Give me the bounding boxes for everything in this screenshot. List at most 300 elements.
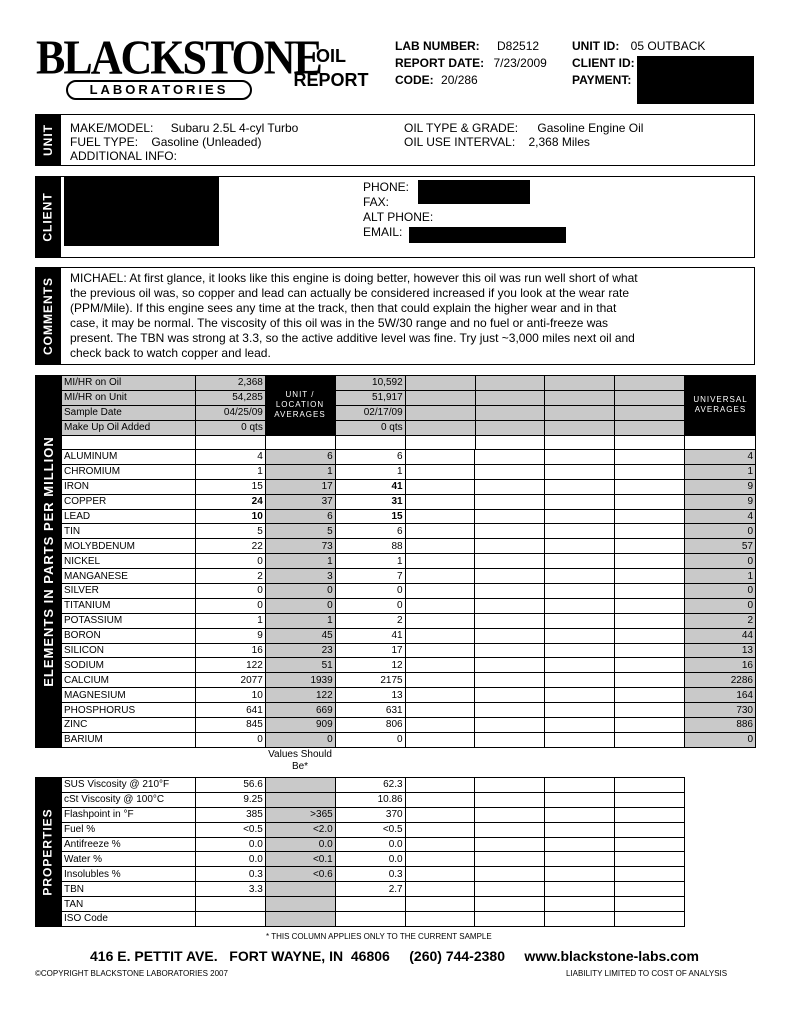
empty-sample [545, 524, 615, 539]
phone-label: PHONE: [363, 180, 410, 194]
logo-sub: LABORATORIES [66, 80, 252, 100]
sample1-value [195, 897, 265, 912]
unit-average: 5 [265, 524, 335, 539]
universal-average: 1 [685, 569, 756, 584]
unit-average: 45 [265, 628, 335, 643]
empty-sample [545, 837, 615, 852]
empty-sample [545, 598, 615, 613]
property-name: SUS Viscosity @ 210°F [62, 778, 196, 793]
sample2-value: 6 [335, 524, 405, 539]
empty-sample [405, 569, 475, 584]
empty-sample [545, 658, 615, 673]
empty-sample [475, 643, 545, 658]
property-name: Insolubles % [62, 867, 196, 882]
empty-sample [615, 569, 685, 584]
universal-average: 2286 [685, 673, 756, 688]
element-name: SILICON [62, 643, 196, 658]
spacer-cell [335, 435, 405, 450]
table-row [62, 569, 756, 584]
code: 20/286 [441, 73, 478, 87]
table-row [62, 613, 756, 628]
element-name: LEAD [62, 509, 196, 524]
sample2-value [335, 897, 405, 912]
client-side-label: CLIENT [35, 176, 61, 258]
spacer-cell [265, 435, 335, 450]
sample1-value: 0 [195, 598, 265, 613]
empty-sample [405, 822, 475, 837]
empty-sample [545, 897, 615, 912]
empty-sample [615, 464, 685, 479]
sample1-value: 10 [195, 688, 265, 703]
element-name: POTASSIUM [62, 613, 196, 628]
table-row [62, 658, 756, 673]
redacted-phone [418, 180, 530, 204]
empty-sample [545, 822, 615, 837]
unit-average: 51 [265, 658, 335, 673]
sample1-value: 10 [195, 509, 265, 524]
spacer-cell [475, 435, 545, 450]
oil-value: Gasoline Engine Oil [537, 121, 644, 135]
universal-average: 0 [685, 732, 756, 747]
empty-sample [475, 509, 545, 524]
table-row [62, 405, 756, 420]
email-label: EMAIL: [363, 225, 403, 239]
empty-sample [545, 778, 615, 793]
sample2-value: 62.3 [335, 778, 405, 793]
element-name: COPPER [62, 494, 196, 509]
empty-sample [545, 390, 615, 405]
empty-sample [475, 524, 545, 539]
sample2-value: 2.7 [335, 882, 405, 897]
table-row [62, 554, 756, 569]
sample1-value: 0.0 [195, 852, 265, 867]
sample1-value [195, 912, 265, 927]
empty-sample [405, 405, 475, 420]
row-label: MI/HR on Unit [62, 390, 196, 405]
empty-sample [405, 450, 475, 465]
empty-sample [615, 643, 685, 658]
unit-average: 122 [265, 688, 335, 703]
properties-table [61, 777, 685, 927]
table-row [62, 420, 756, 435]
universal-average: 0 [685, 584, 756, 599]
header-left [395, 38, 565, 89]
sample1-value: 9.25 [195, 792, 265, 807]
values-should-be: <2.0 [265, 822, 335, 837]
empty-sample [405, 807, 475, 822]
sample1-value: 54,285 [195, 390, 265, 405]
empty-sample [615, 837, 685, 852]
copyright: ©COPYRIGHT BLACKSTONE LABORATORIES 2007 [35, 969, 228, 978]
empty-sample [545, 376, 615, 391]
universal-average: 1 [685, 464, 756, 479]
empty-sample [615, 628, 685, 643]
empty-sample [475, 479, 545, 494]
empty-sample [615, 822, 685, 837]
property-name: Flashpoint in °F [62, 807, 196, 822]
empty-sample [545, 673, 615, 688]
sample-info-table [61, 375, 756, 450]
values-should-be-label: Values Should Be* [268, 749, 332, 772]
empty-sample [475, 703, 545, 718]
liability-note: LIABILITY LIMITED TO COST OF ANALYSIS [566, 969, 728, 978]
empty-sample [475, 613, 545, 628]
sample1-value: <0.5 [195, 822, 265, 837]
empty-sample [405, 882, 475, 897]
empty-sample [475, 778, 545, 793]
empty-sample [545, 792, 615, 807]
report-title-line1: OIL [316, 46, 346, 66]
empty-sample [545, 405, 615, 420]
fax-label: FAX: [363, 195, 390, 209]
comments-text [70, 271, 750, 361]
unit-average: 6 [265, 450, 335, 465]
empty-sample [475, 376, 545, 391]
comment-line: (PPM/Mile). If this engine sees any time at the track, then that could explain the higher wear and in that [70, 301, 617, 315]
sample1-value: 4 [195, 450, 265, 465]
table-row [62, 688, 756, 703]
client-id-label: CLIENT ID: [572, 56, 635, 70]
empty-sample [405, 658, 475, 673]
empty-sample [545, 479, 615, 494]
element-name: MAGNESIUM [62, 688, 196, 703]
empty-sample [405, 376, 475, 391]
sample1-value: 122 [195, 658, 265, 673]
table-row [62, 509, 756, 524]
sample2-value: 10,592 [335, 376, 405, 391]
empty-sample [475, 539, 545, 554]
empty-sample [475, 405, 545, 420]
element-name: MANGANESE [62, 569, 196, 584]
empty-sample [405, 792, 475, 807]
sample1-value: 0.0 [195, 837, 265, 852]
universal-average: 0 [685, 554, 756, 569]
empty-sample [475, 450, 545, 465]
empty-sample [615, 867, 685, 882]
empty-sample [405, 509, 475, 524]
sample1-value: 22 [195, 539, 265, 554]
table-row [62, 584, 756, 599]
empty-sample [545, 584, 615, 599]
empty-sample [545, 732, 615, 747]
empty-sample [405, 778, 475, 793]
empty-sample [405, 837, 475, 852]
empty-sample [405, 390, 475, 405]
sample2-value: 0 [335, 732, 405, 747]
row-label: Make Up Oil Added [62, 420, 196, 435]
make-label: MAKE/MODEL: [70, 121, 154, 135]
spacer-cell [405, 435, 475, 450]
empty-sample [545, 643, 615, 658]
alt-phone-label: ALT PHONE: [363, 210, 434, 224]
empty-sample [545, 718, 615, 733]
universal-average: 0 [685, 524, 756, 539]
spacer-cell [685, 435, 756, 450]
unit-average: 0 [265, 732, 335, 747]
empty-sample [615, 703, 685, 718]
empty-sample [475, 852, 545, 867]
property-name: Fuel % [62, 822, 196, 837]
property-name: ISO Code [62, 912, 196, 927]
table-row [62, 778, 685, 793]
empty-sample [615, 376, 685, 391]
sample1-value: 0 [195, 732, 265, 747]
redacted-client-id [637, 56, 754, 104]
empty-sample [545, 464, 615, 479]
sample1-value: 385 [195, 807, 265, 822]
values-should-be [265, 792, 335, 807]
empty-sample [545, 450, 615, 465]
report-date-label: REPORT DATE: [395, 56, 485, 70]
universal-average: 9 [685, 494, 756, 509]
fuel-value: Gasoline (Unleaded) [151, 135, 262, 149]
values-should-be: >365 [265, 807, 335, 822]
report-title [276, 44, 386, 92]
element-name: CALCIUM [62, 673, 196, 688]
empty-sample [615, 405, 685, 420]
empty-sample [475, 882, 545, 897]
element-name: TIN [62, 524, 196, 539]
table-row [62, 792, 685, 807]
values-should-be: <0.1 [265, 852, 335, 867]
element-name: CHROMIUM [62, 464, 196, 479]
empty-sample [615, 732, 685, 747]
empty-sample [405, 688, 475, 703]
empty-sample [475, 584, 545, 599]
unit-side-label: UNIT [35, 114, 61, 166]
values-should-be: 0.0 [265, 837, 335, 852]
empty-sample [475, 598, 545, 613]
element-name: SILVER [62, 584, 196, 599]
table-row [62, 807, 685, 822]
sample1-value: 2,368 [195, 376, 265, 391]
empty-sample [475, 569, 545, 584]
table-row [62, 450, 756, 465]
empty-sample [615, 912, 685, 927]
empty-sample [475, 912, 545, 927]
empty-sample [545, 688, 615, 703]
sample2-value: 0 qts [335, 420, 405, 435]
table-row [62, 376, 756, 391]
table-row [62, 539, 756, 554]
table-row [62, 852, 685, 867]
logo-main: BLACKSTONE [36, 30, 321, 85]
sample2-value: 2175 [335, 673, 405, 688]
sample1-value: 641 [195, 703, 265, 718]
unit-id: 05 OUTBACK [630, 39, 706, 53]
empty-sample [615, 524, 685, 539]
spacer-cell [545, 435, 615, 450]
empty-sample [615, 897, 685, 912]
sample1-value: 24 [195, 494, 265, 509]
row-label: Sample Date [62, 405, 196, 420]
empty-sample [615, 479, 685, 494]
unit-average: 669 [265, 703, 335, 718]
universal-average: 730 [685, 703, 756, 718]
universal-average: 44 [685, 628, 756, 643]
unit-average: 1 [265, 554, 335, 569]
empty-sample [405, 718, 475, 733]
universal-average: 57 [685, 539, 756, 554]
universal-average: 2 [685, 613, 756, 628]
sample1-value: 1 [195, 613, 265, 628]
sample2-value: 17 [335, 643, 405, 658]
spacer-cell [615, 435, 685, 450]
property-name: cSt Viscosity @ 100°C [62, 792, 196, 807]
empty-sample [615, 539, 685, 554]
unit-average: 909 [265, 718, 335, 733]
empty-sample [545, 882, 615, 897]
empty-sample [405, 613, 475, 628]
unit-average: 73 [265, 539, 335, 554]
comment-line: case, it may be normal. The viscosity of this oil was in the 5W/30 range and no fuel or anti-freeze was [70, 316, 609, 330]
unit-right [404, 121, 643, 149]
blackstone-logo [36, 30, 321, 106]
oil-label: OIL TYPE & GRADE: [404, 121, 519, 135]
values-should-be [265, 778, 335, 793]
sample2-value: 370 [335, 807, 405, 822]
elements-side-label: ELEMENTS IN PARTS PER MILLION [35, 375, 61, 748]
values-should-be [265, 897, 335, 912]
sample1-value: 04/25/09 [195, 405, 265, 420]
sample2-value: 41 [335, 479, 405, 494]
empty-sample [545, 807, 615, 822]
sample2-value: 51,917 [335, 390, 405, 405]
unit-location-averages-header: UNIT / LOCATION AVERAGES [265, 375, 335, 435]
empty-sample [475, 464, 545, 479]
empty-sample [475, 718, 545, 733]
table-row [62, 867, 685, 882]
sample1-value: 9 [195, 628, 265, 643]
empty-sample [475, 822, 545, 837]
empty-sample [475, 732, 545, 747]
values-should-be [265, 882, 335, 897]
unit-average: 0 [265, 598, 335, 613]
empty-sample [545, 554, 615, 569]
comment-line: present. The TBN was strong at 3.3, so the active additive level was fine. Try just ~3,000 miles next oil and [70, 331, 635, 345]
sample2-value: 41 [335, 628, 405, 643]
sample2-value: <0.5 [335, 822, 405, 837]
interval-value: 2,368 Miles [528, 135, 590, 149]
empty-sample [475, 554, 545, 569]
empty-sample [615, 613, 685, 628]
fuel-label: FUEL TYPE: [70, 135, 139, 149]
table-row [62, 494, 756, 509]
empty-sample [405, 464, 475, 479]
element-name: BARIUM [62, 732, 196, 747]
empty-sample [475, 688, 545, 703]
sample2-value: 88 [335, 539, 405, 554]
empty-sample [405, 420, 475, 435]
report-date: 7/23/2009 [493, 56, 547, 70]
sample2-value: 631 [335, 703, 405, 718]
empty-sample [615, 584, 685, 599]
table-row [62, 643, 756, 658]
values-should-be: <0.6 [265, 867, 335, 882]
spacer-row [62, 435, 756, 450]
universal-average: 886 [685, 718, 756, 733]
table-row [62, 673, 756, 688]
table-row [62, 703, 756, 718]
empty-sample [615, 882, 685, 897]
sample2-value: 6 [335, 450, 405, 465]
sample2-value: 1 [335, 464, 405, 479]
property-name: Antifreeze % [62, 837, 196, 852]
empty-sample [475, 628, 545, 643]
lab-number-label: LAB NUMBER: [395, 39, 480, 53]
table-row [62, 479, 756, 494]
table-row [62, 837, 685, 852]
empty-sample [475, 837, 545, 852]
universal-average: 16 [685, 658, 756, 673]
empty-sample [405, 479, 475, 494]
unit-average: 1 [265, 613, 335, 628]
empty-sample [405, 867, 475, 882]
table-row [62, 912, 685, 927]
sample1-value: 2077 [195, 673, 265, 688]
sample1-value: 15 [195, 479, 265, 494]
sample2-value: 10.86 [335, 792, 405, 807]
table-row [62, 628, 756, 643]
empty-sample [405, 852, 475, 867]
empty-sample [405, 732, 475, 747]
empty-sample [545, 852, 615, 867]
empty-sample [405, 912, 475, 927]
empty-sample [545, 494, 615, 509]
empty-sample [545, 613, 615, 628]
empty-sample [615, 598, 685, 613]
payment-label: PAYMENT: [572, 73, 632, 87]
empty-sample [545, 420, 615, 435]
footer-address: 416 E. PETTIT AVE. FORT WAYNE, IN 46806 (260) 744-2380 www.blackstone-labs.com [90, 948, 699, 964]
comment-line: the previous oil was, so copper and lead can actually be considered increased if you look at the wear rate [70, 286, 629, 300]
empty-sample [405, 524, 475, 539]
report-title-line2: REPORT [293, 70, 369, 90]
values-should-be [265, 912, 335, 927]
universal-average: 164 [685, 688, 756, 703]
empty-sample [405, 539, 475, 554]
empty-sample [405, 673, 475, 688]
empty-sample [545, 912, 615, 927]
row-label: MI/HR on Oil [62, 376, 196, 391]
empty-sample [615, 420, 685, 435]
table-row [62, 464, 756, 479]
sample2-value: 7 [335, 569, 405, 584]
empty-sample [475, 807, 545, 822]
universal-average: 4 [685, 450, 756, 465]
redacted-client-name [64, 176, 219, 246]
table-row [62, 718, 756, 733]
empty-sample [615, 390, 685, 405]
universal-average: 0 [685, 598, 756, 613]
empty-sample [405, 643, 475, 658]
unit-average: 23 [265, 643, 335, 658]
element-name: ALUMINUM [62, 450, 196, 465]
sample1-value: 1 [195, 464, 265, 479]
sample1-value: 3.3 [195, 882, 265, 897]
empty-sample [405, 494, 475, 509]
empty-sample [615, 494, 685, 509]
sample2-value: 2 [335, 613, 405, 628]
empty-sample [405, 554, 475, 569]
comments-side-label: COMMENTS [35, 267, 61, 365]
elements-table [61, 449, 756, 748]
empty-sample [615, 688, 685, 703]
empty-sample [475, 658, 545, 673]
sample1-value: 0 [195, 584, 265, 599]
sample1-value: 16 [195, 643, 265, 658]
sample2-value: 31 [335, 494, 405, 509]
